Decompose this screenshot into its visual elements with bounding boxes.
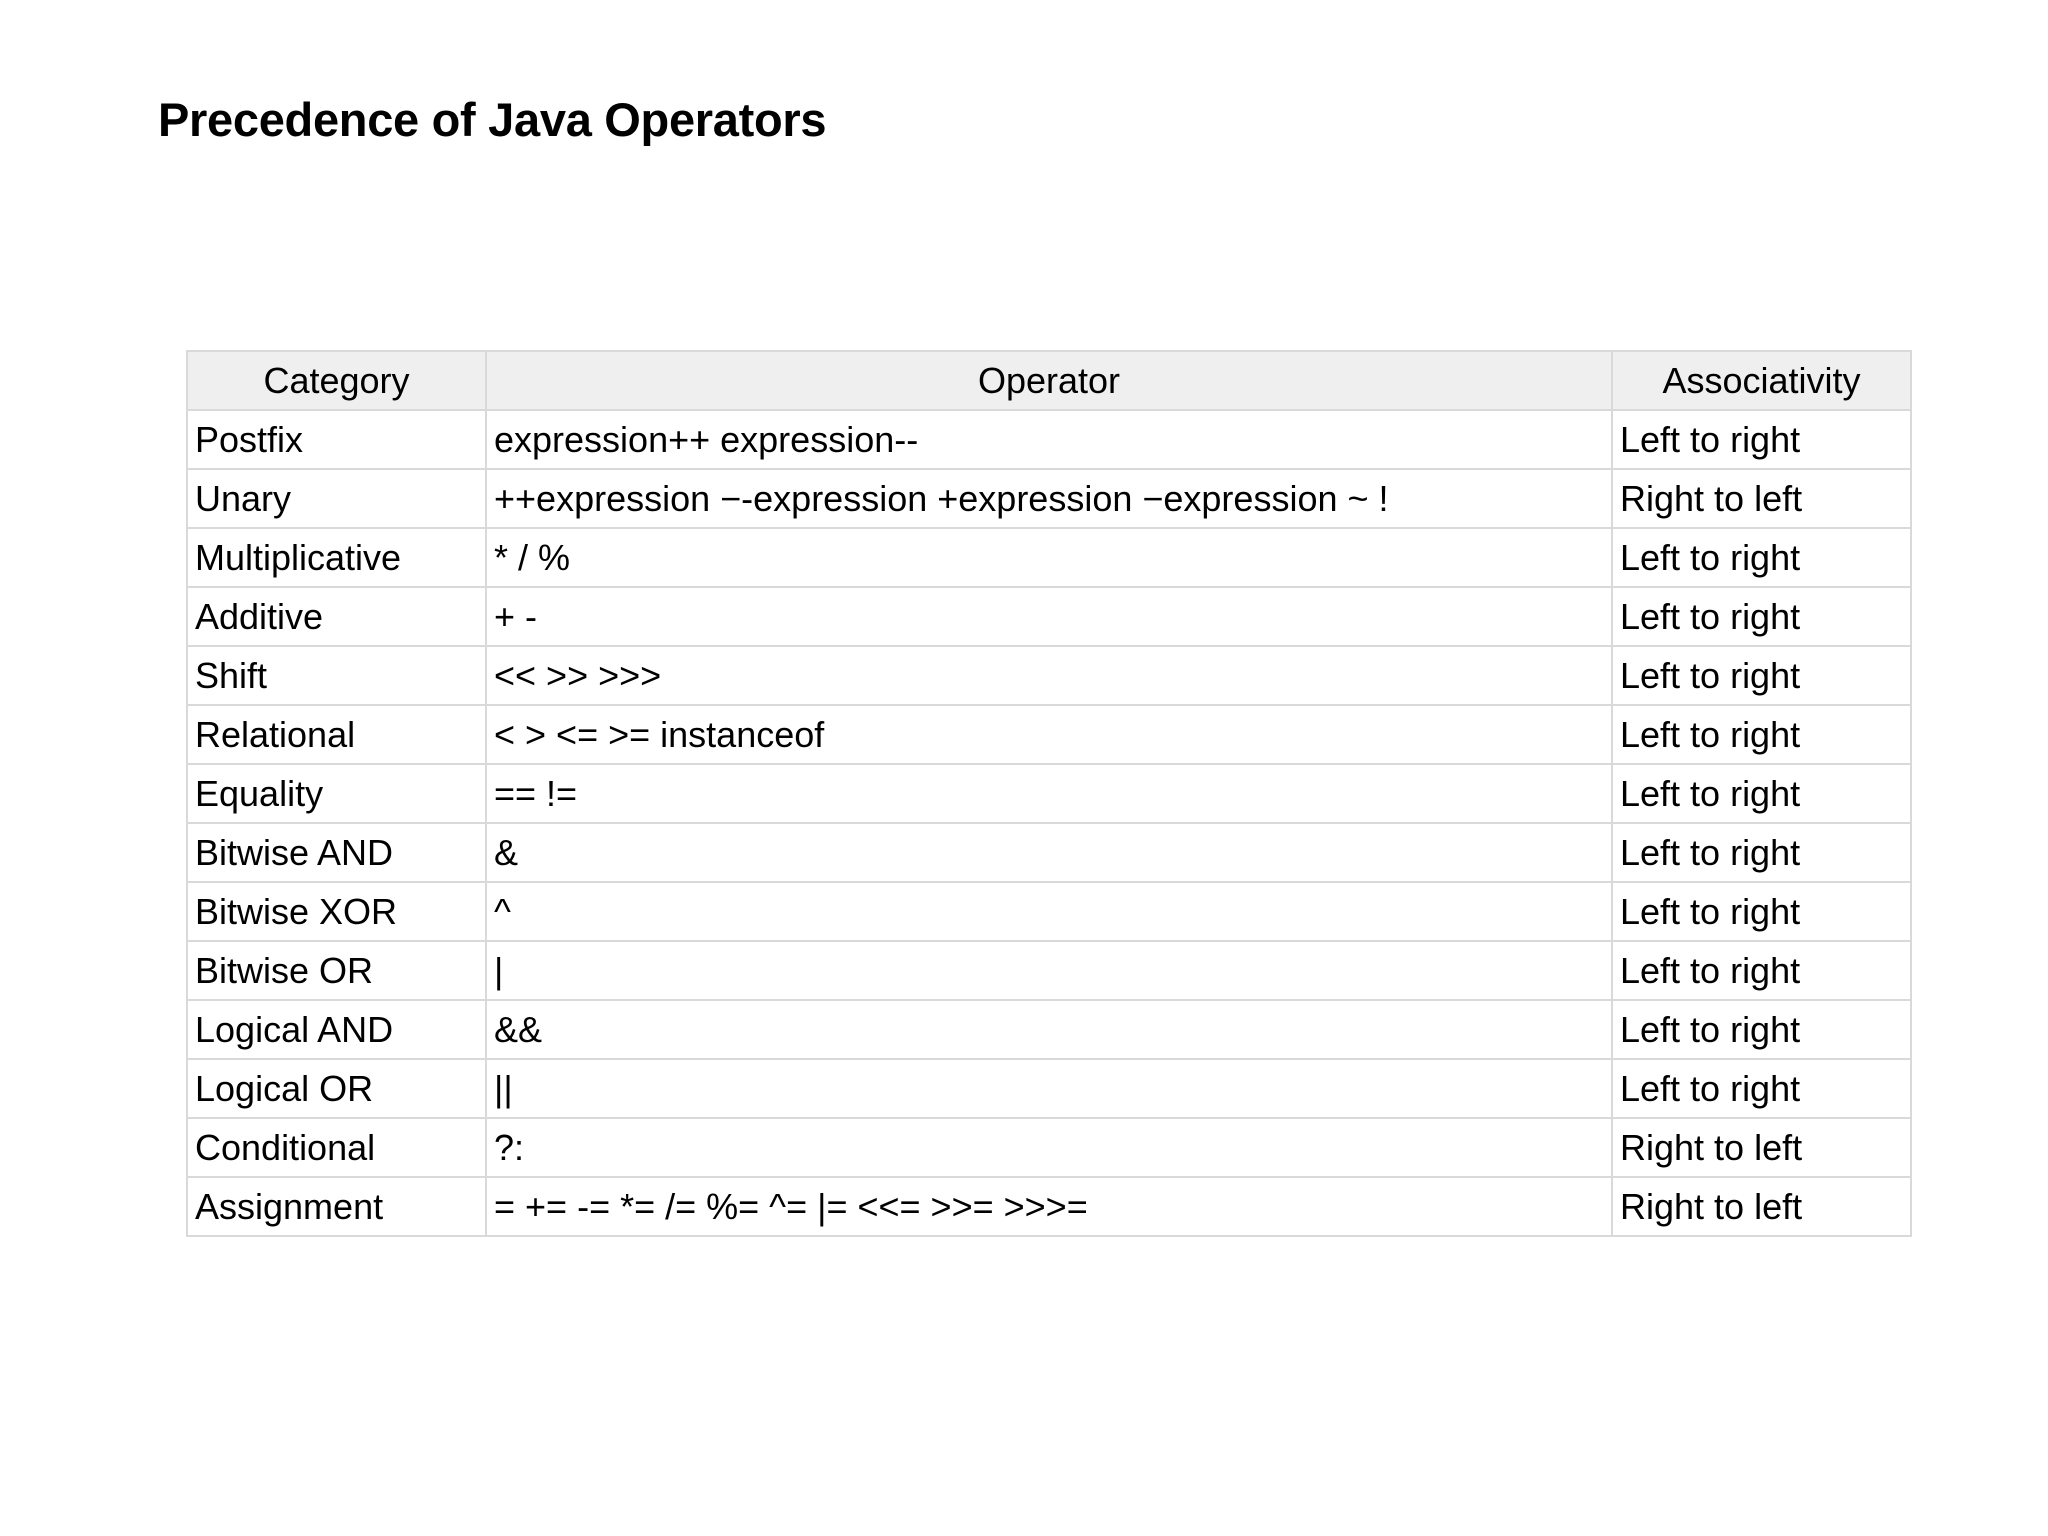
associativity-cell: Left to right [1612,1000,1911,1059]
associativity-cell: Left to right [1612,705,1911,764]
table-header-row [187,351,1911,410]
table-row [187,1177,1911,1236]
operator-precedence-table [186,350,1912,1237]
page-title: Precedence of Java Operators [158,93,827,146]
associativity-cell: Right to left [1612,469,1911,528]
operator-cell: & [486,823,1612,882]
table-row [187,528,1911,587]
category-cell: Conditional [187,1118,486,1177]
table-row [187,764,1911,823]
category-cell: Postfix [187,410,486,469]
operator-cell: && [486,1000,1612,1059]
operator-cell: << >> >>> [486,646,1612,705]
table-row [187,1059,1911,1118]
operator-cell: * / % [486,528,1612,587]
table-row [187,705,1911,764]
table-row [187,941,1911,1000]
associativity-cell: Left to right [1612,528,1911,587]
category-cell: Assignment [187,1177,486,1236]
category-cell: Bitwise AND [187,823,486,882]
associativity-cell: Left to right [1612,764,1911,823]
associativity-cell: Right to left [1612,1118,1911,1177]
associativity-cell: Left to right [1612,941,1911,1000]
operator-cell: || [486,1059,1612,1118]
category-cell: Relational [187,705,486,764]
associativity-cell: Left to right [1612,646,1911,705]
category-cell: Logical AND [187,1000,486,1059]
category-cell: Shift [187,646,486,705]
operator-cell: == != [486,764,1612,823]
associativity-cell: Left to right [1612,1059,1911,1118]
category-cell: Equality [187,764,486,823]
associativity-cell: Left to right [1612,587,1911,646]
table-row [187,587,1911,646]
table-row [187,469,1911,528]
associativity-cell: Left to right [1612,882,1911,941]
operator-cell: ++expression −-expression +expression −expression ~ ! [486,469,1612,528]
associativity-cell: Right to left [1612,1177,1911,1236]
table-row [187,646,1911,705]
table-row [187,1118,1911,1177]
column-header-operator: Operator [486,351,1612,410]
operator-cell: + - [486,587,1612,646]
category-cell: Bitwise XOR [187,882,486,941]
category-cell: Additive [187,587,486,646]
column-header-associativity: Associativity [1612,351,1911,410]
category-cell: Logical OR [187,1059,486,1118]
table-row [187,1000,1911,1059]
column-header-category: Category [187,351,486,410]
associativity-cell: Left to right [1612,410,1911,469]
operator-cell: ?: [486,1118,1612,1177]
operator-cell: < > <= >= instanceof [486,705,1612,764]
category-cell: Multiplicative [187,528,486,587]
operator-cell: | [486,941,1612,1000]
associativity-cell: Left to right [1612,823,1911,882]
table-row [187,410,1911,469]
category-cell: Bitwise OR [187,941,486,1000]
operator-cell: ^ [486,882,1612,941]
operator-cell: expression++ expression-- [486,410,1612,469]
table-row [187,882,1911,941]
category-cell: Unary [187,469,486,528]
table-row [187,823,1911,882]
operator-cell: = += -= *= /= %= ^= |= <<= >>= >>>= [486,1177,1612,1236]
